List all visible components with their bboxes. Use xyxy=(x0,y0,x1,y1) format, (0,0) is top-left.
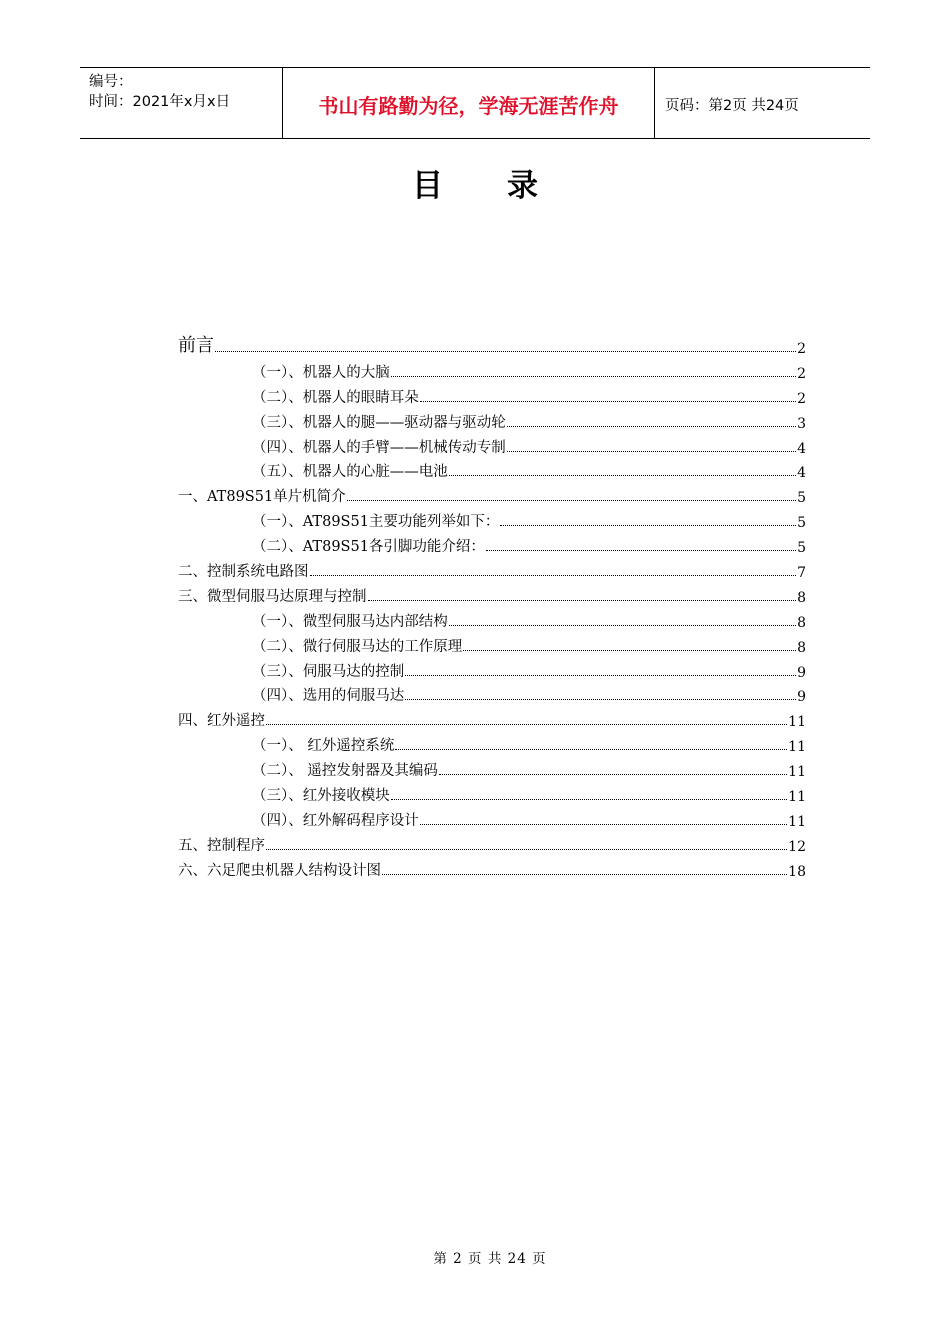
toc-leader-dots xyxy=(507,451,796,452)
toc-leader-dots xyxy=(266,724,787,725)
toc-leader-dots xyxy=(395,749,787,750)
toc-leader-dots xyxy=(310,575,797,576)
toc-entry-page: 11 xyxy=(788,714,806,731)
toc-entry-label: （二）、机器人的眼睛耳朵 xyxy=(252,389,419,406)
toc-leader-dots xyxy=(449,625,796,626)
toc-entry-label: （三）、伺服马达的控制 xyxy=(252,663,405,680)
toc-leader-dots xyxy=(507,426,796,427)
toc-entry[interactable] xyxy=(178,407,806,432)
toc-entry-page: 9 xyxy=(797,689,806,706)
toc-entry-page: 5 xyxy=(797,490,806,507)
toc-entry-label: （一）、 红外遥控系统 xyxy=(252,738,395,755)
toc-entry[interactable] xyxy=(178,326,806,357)
toc-entry-page: 4 xyxy=(797,465,806,482)
toc-entry-label: （二）、 遥控发射器及其编码 xyxy=(252,763,438,780)
toc-entry-label: 五、控制程序 xyxy=(178,837,265,854)
toc-entry[interactable] xyxy=(178,531,806,556)
toc-entry[interactable] xyxy=(178,656,806,681)
toc-leader-dots xyxy=(266,849,787,850)
toc-entry-label: （五）、机器人的心脏——电池 xyxy=(252,464,448,481)
toc-entry-page: 2 xyxy=(797,365,806,382)
toc-leader-dots xyxy=(486,550,796,551)
toc-leader-dots xyxy=(420,824,787,825)
toc-entry[interactable] xyxy=(178,780,806,805)
toc-entry-label: （二）、AT89S51各引脚功能介绍： xyxy=(252,539,485,556)
toc-leader-dots xyxy=(420,401,796,402)
toc-entry-page: 11 xyxy=(788,789,806,806)
header-motto: 书山有路勤为径，学海无涯苦作舟 xyxy=(282,68,655,138)
toc-entry-label: 前言 xyxy=(178,335,214,356)
toc-entry-page: 9 xyxy=(797,664,806,681)
toc-entry-page: 5 xyxy=(797,540,806,557)
header-page-info: 页码：第2页 共24页 xyxy=(665,97,799,114)
toc-leader-dots xyxy=(391,799,787,800)
toc-entry-label: （一）、微型伺服马达内部结构 xyxy=(252,613,448,630)
toc-entry[interactable] xyxy=(178,755,806,780)
toc-leader-dots xyxy=(391,376,796,377)
toc-entry[interactable] xyxy=(178,805,806,830)
toc-entry[interactable] xyxy=(178,705,806,730)
toc-entry-page: 3 xyxy=(797,415,806,432)
toc-entry[interactable] xyxy=(178,631,806,656)
toc-leader-dots xyxy=(215,351,796,352)
toc-entry-label: （四）、机器人的手臂——机械传动专制 xyxy=(252,439,506,456)
toc-entry[interactable] xyxy=(178,730,806,755)
toc-entry[interactable] xyxy=(178,581,806,606)
toc-entry-page: 11 xyxy=(788,813,806,830)
toc-entry-page: 11 xyxy=(788,739,806,756)
toc-entry[interactable] xyxy=(178,556,806,581)
toc-leader-dots xyxy=(405,699,796,700)
header-meta-cell xyxy=(80,68,282,138)
toc-entry-label: （四）、选用的伺服马达 xyxy=(252,688,405,705)
toc-leader-dots xyxy=(449,475,796,476)
toc-entry-label: （四）、红外解码程序设计 xyxy=(252,812,419,829)
toc-entry[interactable] xyxy=(178,481,806,506)
toc-entry-page: 11 xyxy=(788,764,806,781)
toc-entry-page: 5 xyxy=(797,515,806,532)
toc-entry-label: （三）、机器人的腿——驱动器与驱动轮 xyxy=(252,414,506,431)
toc-entry-page: 2 xyxy=(797,341,806,357)
toc-leader-dots xyxy=(347,500,796,501)
toc-entry-label: 二、控制系统电路图 xyxy=(178,564,309,581)
toc-entry[interactable] xyxy=(178,606,806,631)
toc-entry-label: 一、AT89S51单片机简介 xyxy=(178,489,346,506)
document-title: 目录 xyxy=(412,168,602,204)
toc-leader-dots xyxy=(439,774,787,775)
toc-entry-page: 7 xyxy=(797,565,806,582)
toc-entry-label: （一）、AT89S51主要功能列举如下： xyxy=(252,514,500,531)
toc-entry-page: 8 xyxy=(797,589,806,606)
toc-entry[interactable] xyxy=(178,830,806,855)
toc-leader-dots xyxy=(463,650,796,651)
table-of-contents xyxy=(178,326,806,880)
toc-entry-page: 2 xyxy=(797,390,806,407)
toc-entry-label: 三、微型伺服马达原理与控制 xyxy=(178,588,367,605)
toc-entry[interactable] xyxy=(178,357,806,382)
toc-entry-page: 8 xyxy=(797,639,806,656)
toc-entry-label: （一）、机器人的大脑 xyxy=(252,364,390,381)
toc-entry[interactable] xyxy=(178,855,806,880)
toc-entry[interactable] xyxy=(178,681,806,706)
toc-entry-label: （二）、微行伺服马达的工作原理 xyxy=(252,638,463,655)
toc-entry-label: 四、红外遥控 xyxy=(178,713,265,730)
toc-leader-dots xyxy=(382,874,787,875)
toc-entry-page: 8 xyxy=(797,614,806,631)
toc-entry-label: （三）、红外接收模块 xyxy=(252,788,390,805)
header-table xyxy=(80,67,870,139)
toc-entry[interactable] xyxy=(178,457,806,482)
toc-entry[interactable] xyxy=(178,506,806,531)
toc-leader-dots xyxy=(405,675,796,676)
toc-entry[interactable] xyxy=(178,432,806,457)
toc-entry-label: 六、六足爬虫机器人结构设计图 xyxy=(178,862,381,879)
toc-entry-page: 12 xyxy=(788,838,806,855)
number-label: 编号： xyxy=(89,74,133,90)
toc-leader-dots xyxy=(500,525,796,526)
toc-entry-page: 4 xyxy=(797,440,806,457)
toc-leader-dots xyxy=(368,600,797,601)
toc-entry[interactable] xyxy=(178,382,806,407)
toc-entry-page: 18 xyxy=(788,863,806,880)
time-label: 时间：2021年x月x日 xyxy=(89,94,231,110)
page-footer: 第 2 页 共 24 页 xyxy=(433,1251,547,1267)
